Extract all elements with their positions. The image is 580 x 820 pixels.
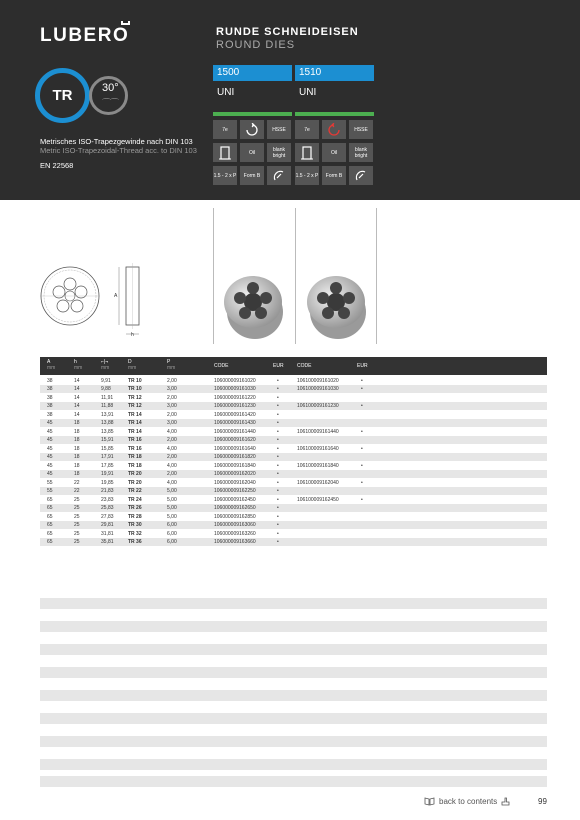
cell-eur-1510: • [361, 386, 363, 393]
cell-d: TR 12 [128, 403, 142, 410]
rotate-left-icon [322, 120, 346, 139]
norm-label: EN 22568 [40, 161, 74, 170]
icon-row [213, 166, 292, 185]
cell-core: 17,91 [101, 454, 114, 461]
cell-h: 25 [74, 530, 80, 537]
cell-eur-1500: • [277, 462, 279, 469]
cell-p: 6,00 [167, 530, 177, 537]
cell-a: 65 [47, 505, 53, 512]
back-to-contents-link[interactable] [424, 797, 510, 806]
cell-code-1500: 106000009161430 [214, 420, 256, 427]
product-variant: UNI [299, 87, 317, 98]
cell-code-1500: 106000009161840 [214, 462, 256, 469]
col-header-eur: EUR [273, 363, 284, 369]
cell-code-1500: 106000009161440 [214, 428, 256, 435]
cell-p: 4,00 [167, 462, 177, 469]
cell-code-1500: 106000009161420 [214, 411, 256, 418]
col-header-core [101, 360, 109, 371]
cell-code-1500: 106000009163660 [214, 539, 256, 546]
cell-eur-1500: • [277, 479, 279, 486]
cell-eur-1510: • [361, 445, 363, 452]
cell-p: 2,00 [167, 437, 177, 444]
cell-d: TR 10 [128, 386, 142, 393]
cell-core: 17,85 [101, 462, 114, 469]
cell-code-1510: 106100009161030 [297, 386, 339, 393]
cell-d: TR 14 [128, 420, 142, 427]
cell-d: TR 24 [128, 496, 142, 503]
product-photo-1510 [304, 272, 368, 344]
cell-eur-1510: • [361, 462, 363, 469]
cell-core: 27,83 [101, 513, 114, 520]
cell-code-1500: 106000009161020 [214, 377, 256, 384]
cell-p: 5,00 [167, 488, 177, 495]
table-row [40, 419, 547, 428]
cell-core: 15,85 [101, 445, 114, 452]
table-row [40, 538, 547, 547]
icon-row [213, 120, 292, 139]
cell-eur-1500: • [277, 454, 279, 461]
cell-core: 11,88 [101, 403, 114, 410]
cell-h: 14 [74, 377, 80, 384]
col-header-d [128, 360, 136, 371]
cell-h: 18 [74, 454, 80, 461]
angle-label: 30° [102, 82, 119, 94]
table-row [40, 436, 547, 445]
finish-icon: blank bright [349, 143, 373, 162]
cell-h: 25 [74, 505, 80, 512]
finish-icon: blank bright [267, 143, 291, 162]
cell-a: 38 [47, 403, 53, 410]
chamfer-icon: 1.5 - 2 x P [213, 166, 237, 185]
cell-a: 38 [47, 411, 53, 418]
thread-type-label: TR [52, 87, 73, 104]
cell-code-1500: 106000009161220 [214, 394, 256, 401]
material-icon: HSSE [349, 120, 373, 139]
table-row [40, 393, 547, 402]
col-header-unit: mm [128, 364, 137, 371]
cell-core: 31,81 [101, 530, 114, 537]
cell-code-1500: 106000009162850 [214, 513, 256, 520]
cell-code-1500: 106000009162650 [214, 505, 256, 512]
page-header [0, 0, 580, 200]
back-to-contents-label: back to contents [439, 797, 498, 806]
cell-h: 18 [74, 428, 80, 435]
empty-row [40, 644, 547, 655]
cell-code-1500: 106000009161030 [214, 386, 256, 393]
table-row [40, 402, 547, 411]
product-variant: UNI [217, 87, 235, 98]
product-photo-1500 [221, 272, 285, 344]
col-header-unit: mm [101, 364, 110, 371]
cell-code-1510: 106100009162450 [297, 496, 339, 503]
cell-core: 21,83 [101, 488, 114, 495]
lubricant-icon: Oil [240, 143, 264, 162]
lubricant-icon: Oil [322, 143, 346, 162]
cell-code-1500: 106000009162040 [214, 479, 256, 486]
icon-row [295, 143, 374, 162]
cell-eur-1500: • [277, 403, 279, 410]
table-row [40, 385, 547, 394]
cell-core: 9,91 [101, 377, 111, 384]
product-number: 1510 [295, 65, 374, 81]
description-en: Metric ISO-Trapezoidal-Thread acc. to DIN 103 [40, 146, 197, 155]
cell-eur-1500: • [277, 411, 279, 418]
cell-d: TR 18 [128, 454, 142, 461]
die-icon [213, 143, 237, 162]
cell-core: 19,91 [101, 471, 114, 478]
cell-core: 13,85 [101, 428, 114, 435]
cell-d: TR 32 [128, 530, 142, 537]
cell-eur-1500: • [277, 505, 279, 512]
cell-p: 4,00 [167, 428, 177, 435]
cell-h: 25 [74, 522, 80, 529]
col-header-label: P [167, 359, 171, 365]
die-icon [295, 143, 319, 162]
table-row [40, 487, 547, 496]
table-row [40, 521, 547, 530]
cell-code-1500: 106000009162020 [214, 471, 256, 478]
cell-d: TR 36 [128, 539, 142, 546]
cell-eur-1500: • [277, 420, 279, 427]
cell-code-1500: 106000009163260 [214, 530, 256, 537]
table-row [40, 453, 547, 462]
technical-drawing [40, 260, 170, 340]
brand-logo: LUBERO [40, 25, 130, 46]
cell-p: 6,00 [167, 522, 177, 529]
cell-code-1500: 106000009162450 [214, 496, 256, 503]
tolerance-icon: 7e [213, 120, 237, 139]
table-row [40, 512, 547, 521]
cell-eur-1500: • [277, 513, 279, 520]
table-row [40, 495, 547, 504]
cell-a: 45 [47, 428, 53, 435]
cell-eur-1500: • [277, 471, 279, 478]
cell-h: 18 [74, 471, 80, 478]
cell-h: 22 [74, 488, 80, 495]
cell-eur-1500: • [277, 539, 279, 546]
empty-row [40, 667, 547, 678]
cell-core: 35,81 [101, 539, 114, 546]
cell-p: 5,00 [167, 505, 177, 512]
column-divider [213, 208, 214, 344]
cell-h: 14 [74, 394, 80, 401]
angle-badge [89, 68, 130, 123]
cell-code-1500: 106000009161640 [214, 445, 256, 452]
book-icon [424, 797, 435, 806]
cell-core: 15,91 [101, 437, 114, 444]
table-row [40, 470, 547, 479]
cell-core: 25,83 [101, 505, 114, 512]
cell-d: TR 26 [128, 505, 142, 512]
cell-a: 45 [47, 471, 53, 478]
col-header-code: CODE [214, 363, 229, 369]
cell-d: TR 14 [128, 428, 142, 435]
cell-core: 9,88 [101, 386, 111, 393]
cell-a: 55 [47, 488, 53, 495]
cell-code-1500: 106000009162250 [214, 488, 256, 495]
cell-eur-1500: • [277, 386, 279, 393]
cell-code-1500: 106000009163060 [214, 522, 256, 529]
col-header-unit: mm [167, 364, 176, 371]
cell-d: TR 16 [128, 445, 142, 452]
cell-a: 65 [47, 513, 53, 520]
dimension-a-label: A [114, 293, 118, 299]
cell-core: 23,83 [101, 496, 114, 503]
table-row [40, 410, 547, 419]
description-de: Metrisches ISO-Trapezgewinde nach DIN 103 [40, 137, 193, 146]
cell-eur-1510: • [361, 496, 363, 503]
product-bar [295, 112, 374, 116]
col-header-p [167, 360, 175, 371]
cell-a: 65 [47, 522, 53, 529]
cell-h: 25 [74, 539, 80, 546]
cell-p: 4,00 [167, 445, 177, 452]
empty-row [40, 713, 547, 724]
cell-h: 18 [74, 437, 80, 444]
thread-icon [349, 166, 373, 185]
icon-row [295, 120, 374, 139]
column-divider [376, 208, 377, 344]
hand-pointer-icon [501, 797, 510, 806]
cell-p: 2,00 [167, 394, 177, 401]
cell-code-1510: 106100009161440 [297, 428, 339, 435]
icon-row [213, 143, 292, 162]
cell-a: 38 [47, 377, 53, 384]
cell-h: 22 [74, 479, 80, 486]
cell-a: 45 [47, 462, 53, 469]
col-header-h [74, 360, 82, 371]
cell-d: TR 12 [128, 394, 142, 401]
cell-d: TR 20 [128, 471, 142, 478]
cell-core: 13,88 [101, 420, 114, 427]
empty-row [40, 598, 547, 609]
cell-eur-1500: • [277, 445, 279, 452]
empty-row [40, 621, 547, 632]
col-header-unit: mm [74, 364, 83, 371]
cell-h: 25 [74, 496, 80, 503]
chamfer-icon: 1.5 - 2 x P [295, 166, 319, 185]
table-header [40, 357, 547, 375]
form-icon: Form B [240, 166, 264, 185]
cell-p: 4,00 [167, 479, 177, 486]
cell-a: 38 [47, 394, 53, 401]
cell-a: 45 [47, 445, 53, 452]
cell-eur-1500: • [277, 522, 279, 529]
cell-d: TR 28 [128, 513, 142, 520]
cell-a: 45 [47, 420, 53, 427]
cell-a: 45 [47, 454, 53, 461]
cell-code-1510: 106100009161840 [297, 462, 339, 469]
cell-d: TR 14 [128, 411, 142, 418]
cell-a: 65 [47, 530, 53, 537]
cell-p: 3,00 [167, 420, 177, 427]
logo-mark-icon [121, 21, 130, 25]
table-row [40, 427, 547, 436]
cell-a: 55 [47, 479, 53, 486]
cell-p: 2,00 [167, 377, 177, 384]
thread-type-badge [35, 68, 90, 123]
table-row [40, 478, 547, 487]
col-header-label: ⌐|¬ [101, 359, 109, 365]
cell-code-1510: 106100009162040 [297, 479, 339, 486]
cell-d: TR 10 [128, 377, 142, 384]
cell-h: 18 [74, 462, 80, 469]
cell-eur-1500: • [277, 496, 279, 503]
cell-p: 5,00 [167, 513, 177, 520]
empty-row [40, 776, 547, 787]
form-icon: Form B [322, 166, 346, 185]
product-column-1510 [295, 65, 374, 185]
cell-eur-1500: • [277, 488, 279, 495]
cell-p: 6,00 [167, 539, 177, 546]
cell-eur-1510: • [361, 403, 363, 410]
cell-d: TR 22 [128, 488, 142, 495]
table-row [40, 529, 547, 538]
page-title-en: ROUND DIES [216, 39, 296, 51]
cell-h: 18 [74, 420, 80, 427]
col-header-label: h [74, 359, 77, 365]
col-header-unit: mm [47, 364, 56, 371]
col-header-label: D [128, 359, 132, 365]
cell-a: 38 [47, 386, 53, 393]
table-row [40, 504, 547, 513]
wave-icon: ⌒⌒ [102, 99, 119, 109]
cell-d: TR 18 [128, 462, 142, 469]
cell-code-1500: 106000009161820 [214, 454, 256, 461]
cell-a: 45 [47, 437, 53, 444]
rotate-icon [240, 120, 264, 139]
product-bar [213, 112, 292, 116]
cell-core: 13,91 [101, 411, 114, 418]
cell-d: TR 20 [128, 479, 142, 486]
cell-h: 25 [74, 513, 80, 520]
cell-d: TR 16 [128, 437, 142, 444]
cell-eur-1510: • [361, 479, 363, 486]
col-header-eur: EUR [357, 363, 368, 369]
cell-core: 29,81 [101, 522, 114, 529]
cell-code-1510: 106100009161640 [297, 445, 339, 452]
icon-row [295, 166, 374, 185]
column-divider [295, 208, 296, 344]
cell-eur-1510: • [361, 428, 363, 435]
empty-row [40, 690, 547, 701]
cell-eur-1500: • [277, 530, 279, 537]
empty-row [40, 736, 547, 747]
table-row [40, 376, 547, 385]
empty-row [40, 759, 547, 770]
col-header-a [47, 360, 55, 371]
cell-p: 3,00 [167, 403, 177, 410]
thread-icon [267, 166, 291, 185]
cell-a: 65 [47, 539, 53, 546]
cell-eur-1500: • [277, 377, 279, 384]
cell-eur-1500: • [277, 437, 279, 444]
cell-p: 2,00 [167, 471, 177, 478]
cell-eur-1500: • [277, 428, 279, 435]
cell-d: TR 30 [128, 522, 142, 529]
cell-code-1500: 106000009161230 [214, 403, 256, 410]
cell-p: 3,00 [167, 386, 177, 393]
cell-eur-1500: • [277, 394, 279, 401]
cell-code-1510: 106100009161230 [297, 403, 339, 410]
table-body [40, 376, 547, 546]
cell-p: 2,00 [167, 411, 177, 418]
dimension-h-label: h [131, 332, 134, 338]
table-row [40, 444, 547, 453]
cell-p: 5,00 [167, 496, 177, 503]
page-number: 99 [538, 797, 547, 806]
product-number: 1500 [213, 65, 292, 81]
col-header-code: CODE [297, 363, 312, 369]
material-icon: HSSE [267, 120, 291, 139]
page-title-de: RUNDE SCHNEIDEISEN [216, 26, 359, 38]
product-column-1500 [213, 65, 292, 185]
cell-code-1500: 106000009161620 [214, 437, 256, 444]
cell-h: 14 [74, 386, 80, 393]
cell-core: 11,91 [101, 394, 114, 401]
cell-core: 19,85 [101, 479, 114, 486]
table-row [40, 461, 547, 470]
tolerance-icon: 7e [295, 120, 319, 139]
cell-h: 18 [74, 445, 80, 452]
cell-p: 2,00 [167, 454, 177, 461]
cell-code-1510: 106100009161020 [297, 377, 339, 384]
cell-a: 65 [47, 496, 53, 503]
col-header-label: A [47, 359, 51, 365]
cell-h: 14 [74, 403, 80, 410]
cell-eur-1510: • [361, 377, 363, 384]
cell-h: 14 [74, 411, 80, 418]
